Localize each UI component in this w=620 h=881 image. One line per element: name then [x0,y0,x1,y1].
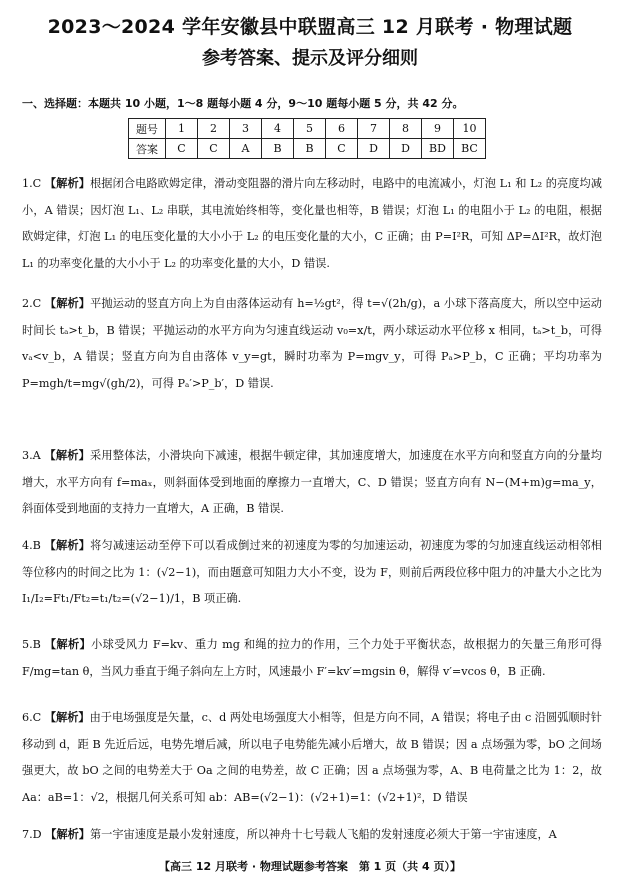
answer-cell: B [262,139,294,159]
question-number: 10 [454,119,486,139]
question-number: 7 [358,119,390,139]
item-tag: 【解析】 [44,449,91,462]
table-row [129,119,486,139]
explanation-item [22,822,602,849]
item-number: 2.C [22,297,42,310]
question-number: 1 [166,119,198,139]
page-footer: 【高三 12 月联考 · 物理试题参考答案 第 1 页（共 4 页）】 [159,860,461,873]
document-subtitle: 参考答案、提示及评分细则 [202,48,418,69]
answer-cell: A [230,139,262,159]
table-header-cell: 答案 [129,139,166,159]
answer-cell: C [166,139,198,159]
item-tag: 【解析】 [44,638,92,651]
item-number: 6.C [22,711,42,724]
explanation-item [22,443,602,523]
item-number: 7.D [22,828,42,841]
item-number: 4.B [22,539,41,552]
table-row [129,139,486,159]
item-tag: 【解析】 [45,828,90,841]
question-number: 3 [230,119,262,139]
question-number: 2 [198,119,230,139]
explanation-item [22,705,602,811]
question-number: 4 [262,119,294,139]
item-tag: 【解析】 [44,711,90,724]
table-header-cell: 题号 [129,119,166,139]
item-text: 将匀减速运动至停下可以看成倒过来的初速度为零的匀加速运动，初速度为零的匀加速直线运动相邻相等位移内的时间之比为 1：(√2−1)，而由题意可知阻力大小不变，设为 F，则前后两段位移中阻力的冲量大小之比为 I₁/I₂=Ft₁/Ft₂=t₁/t₂=(√2−1)/1，B 项正确. [22,539,602,605]
explanation-item [22,171,602,277]
item-tag: 【解析】 [44,177,91,190]
answer-table [128,118,486,159]
answer-cell: D [390,139,422,159]
answer-cell: BC [454,139,486,159]
item-text: 由于电场强度是矢量，c、d 两处电场强度大小相等，但是方向不同，A 错误；将电子由 c 沿圆弧顺时针移动到 d，距 B 先近后远，电势先增后减，所以电子电势能先减小后增大，故 B 错误；因 a 点场强为零，bO 之间场强更大，故 bO 之间的电势差大于 Oa 之间的电势差，故 C 正确；因 a 点场强为零，A、B 电荷量之比为 1：2，故 Aa：aB=1：√2，根据几何关系可知 ab：AB=(√2−1)：(√2+1)=1：(√2+1)²，D 错误 [22,711,602,804]
item-tag: 【解析】 [44,539,91,552]
answer-cell: C [198,139,230,159]
question-number: 9 [422,119,454,139]
item-number: 3.A [22,449,41,462]
question-number: 8 [390,119,422,139]
item-text: 采用整体法，小滑块向下减速，根据牛顿定律，其加速度增大，加速度在水平方向和竖直方向的分量均增大，水平方向有 f=maₓ，则斜面体受到地面的摩擦力一直增大，C、D 错误；竖直方向有 N−(M+m)g=ma_y，斜面体受到地面的支持力一直增大，A 正确，B 错误. [22,449,602,515]
explanation-item [22,291,602,397]
answer-cell: B [294,139,326,159]
item-text: 第一宇宙速度是最小发射速度，所以神舟十七号载人飞船的发射速度必须大于第一宇宙速度，A [89,828,557,841]
item-tag: 【解析】 [44,297,91,310]
answer-cell: D [358,139,390,159]
document-title: 2023～2024 学年安徽县中联盟高三 12 月联考 · 物理试题 [47,16,573,38]
question-number: 5 [294,119,326,139]
item-text: 平抛运动的竖直方向上为自由落体运动有 h=½gt²，得 t=√(2h/g)，a 小球下落高度大，所以空中运动时间长 tₐ>t_b，B 错误；平抛运动的水平方向为匀速直线运动 v₀=x/t，两小球运动水平位移 x 相同，tₐ>t_b，可得 vₐ<v_b，A 错误；竖直方向为自由落体 v_y=gt，瞬时功率为 P=mgv_y，可得 Pₐ>P_b，C 正确；平均功率为 P=mgh/t=mg√(gh/2)，可得 Pₐ′>P_b′，D 错误. [22,297,602,390]
answer-cell: BD [422,139,454,159]
question-number: 6 [326,119,358,139]
item-text: 根据闭合电路欧姆定律，滑动变阻器的滑片向左移动时，电路中的电流减小，灯泡 L₁ 和 L₂ 的亮度均减小，A 错误；因灯泡 L₁、L₂ 串联，其电流始终相等，变化量也相等，B 错误；灯泡 L₁ 的电阻小于 L₂ 的电阻，根据欧姆定律，灯泡 L₁ 的电压变化量的大小小于 L₂ 的电压变化量的大小，C 正确；由 P=I²R，可知 ΔP=ΔI²R，故灯泡 L₁ 的功率变化量的大小小于 L₂ 的功率变化量的大小，D 错误. [22,177,602,270]
item-number: 5.B [22,638,41,651]
explanation-item [22,533,602,613]
item-text: 小球受风力 F=kv、重力 mg 和绳的拉力的作用，三个力处于平衡状态，故根据力的矢量三角形可得 F/mg=tan θ，当风力垂直于绳子斜向左上方时，风速最小 F′=kv′=mgsin θ，解得 v′=vcos θ，B 正确. [22,638,602,678]
explanation-item [22,632,602,685]
item-number: 1.C [22,177,42,190]
section-heading: 一、选择题：本题共 10 小题，1～8 题每小题 4 分，9～10 题每小题 5 分，共 42 分。 [22,97,464,110]
answer-cell: C [326,139,358,159]
